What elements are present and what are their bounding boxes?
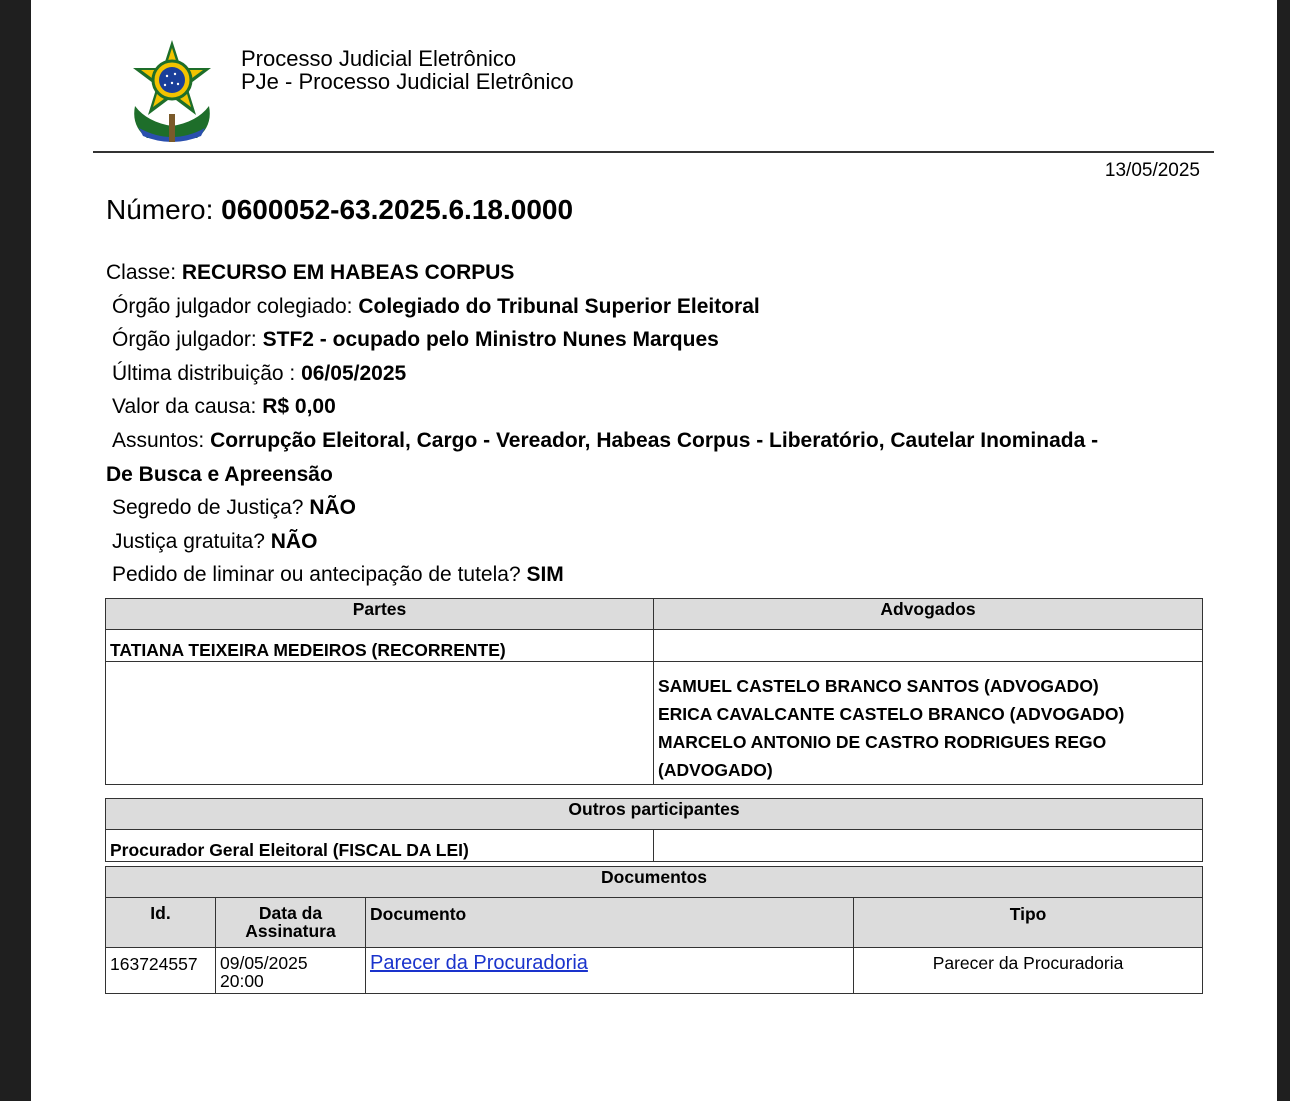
- column-header-partes: Partes: [106, 599, 654, 630]
- document-name-cell: [366, 948, 854, 994]
- document-id: 163724557: [106, 948, 216, 994]
- column-header-id: Id.: [106, 898, 216, 948]
- process-fields: [106, 256, 1206, 592]
- column-header-documento: Documento: [366, 898, 854, 948]
- field-value: De Busca e Apreensão: [106, 462, 333, 486]
- field-value: RECURSO EM HABEAS CORPUS: [181, 261, 515, 284]
- outros-header: Outros participantes: [106, 799, 1203, 830]
- field-value: 06/05/2025: [301, 361, 407, 385]
- advogado-item: ERICA CAVALCANTE CASTELO BRANCO (ADVOGADO): [658, 704, 1125, 724]
- header-subtitle: PJe - Processo Judicial Eletrônico: [241, 69, 574, 94]
- table-row: [106, 830, 1203, 862]
- header-text: [241, 47, 574, 93]
- header-title: Processo Judicial Eletrônico: [241, 46, 517, 71]
- partes-table: [105, 598, 1203, 785]
- column-header-data-line1: Data da: [258, 903, 323, 923]
- coat-of-arms-emblem: [117, 36, 227, 148]
- outros-participantes-table: [105, 798, 1203, 862]
- field-classe: [106, 256, 1206, 290]
- column-header-advogados: Advogados: [654, 599, 1203, 630]
- document-page: [31, 0, 1277, 1101]
- advogados-cell: [654, 662, 1203, 785]
- table-row: [106, 630, 1203, 662]
- field-value: NÃO: [270, 529, 318, 553]
- field-label: Valor da causa:: [112, 395, 257, 419]
- field-segredo-justica: [106, 491, 1206, 525]
- advogado-item: SAMUEL CASTELO BRANCO SANTOS (ADVOGADO): [658, 676, 1099, 696]
- document-type: Parecer da Procuradoria: [854, 948, 1203, 994]
- documentos-table: [105, 866, 1203, 994]
- field-assuntos-continued: [106, 458, 1206, 492]
- field-label: Segredo de Justiça?: [112, 496, 304, 520]
- document-date: 13/05/2025: [1104, 160, 1200, 181]
- field-value: Colegiado do Tribunal Superior Eleitoral: [358, 294, 760, 318]
- column-header-tipo: Tipo: [854, 898, 1203, 948]
- field-orgao-colegiado: [106, 290, 1206, 324]
- advogado-item: (ADVOGADO): [658, 760, 773, 780]
- table-row: [106, 662, 1203, 785]
- field-valor-causa: [106, 390, 1206, 424]
- document-date-value: 09/05/2025: [220, 953, 308, 973]
- field-label: Assuntos:: [112, 428, 205, 452]
- advogado-item: MARCELO ANTONIO DE CASTRO RODRIGUES REGO: [658, 732, 1107, 752]
- process-number: [106, 194, 573, 226]
- table-row: [106, 948, 1203, 994]
- participante-cell: Procurador Geral Eleitoral (FISCAL DA LEI): [106, 830, 654, 862]
- column-header-data: [216, 898, 366, 948]
- empty-cell: [106, 662, 654, 785]
- document-link[interactable]: Parecer da Procuradoria: [370, 952, 588, 974]
- field-pedido-liminar: [106, 558, 1206, 592]
- documentos-header: Documentos: [106, 867, 1203, 898]
- field-value: SIM: [526, 563, 564, 587]
- field-assuntos: [106, 424, 1206, 458]
- field-label: Órgão julgador colegiado:: [112, 294, 353, 318]
- parte-cell: TATIANA TEIXEIRA MEDEIROS (RECORRENTE): [106, 630, 654, 662]
- field-label: Pedido de liminar ou antecipação de tutela?: [112, 563, 521, 587]
- empty-cell: [654, 830, 1203, 862]
- field-justica-gratuita: [106, 525, 1206, 559]
- field-value: R$ 0,00: [262, 395, 336, 419]
- field-value: Corrupção Eleitoral, Cargo - Vereador, Habeas Corpus - Liberatório, Cautelar Inominada -: [210, 428, 1099, 452]
- document-header: [31, 0, 1277, 152]
- document-date-cell: [216, 948, 366, 994]
- field-label: Justiça gratuita?: [112, 529, 265, 553]
- header-divider: [93, 151, 1214, 153]
- empty-cell: [654, 630, 1203, 662]
- document-time-value: 20:00: [220, 971, 264, 991]
- field-label: Órgão julgador:: [112, 328, 257, 352]
- field-label: Última distribuição :: [112, 361, 296, 385]
- field-orgao: [106, 323, 1206, 357]
- process-number-value: 0600052-63.2025.6.18.0000: [221, 194, 574, 225]
- column-header-data-line2: Assinatura: [245, 921, 336, 941]
- field-label: Classe:: [106, 261, 177, 284]
- process-number-label: Número:: [106, 194, 214, 225]
- field-ultima-distribuicao: [106, 357, 1206, 391]
- field-value: NÃO: [309, 496, 356, 520]
- field-value: STF2 - ocupado pelo Ministro Nunes Marques: [262, 328, 719, 352]
